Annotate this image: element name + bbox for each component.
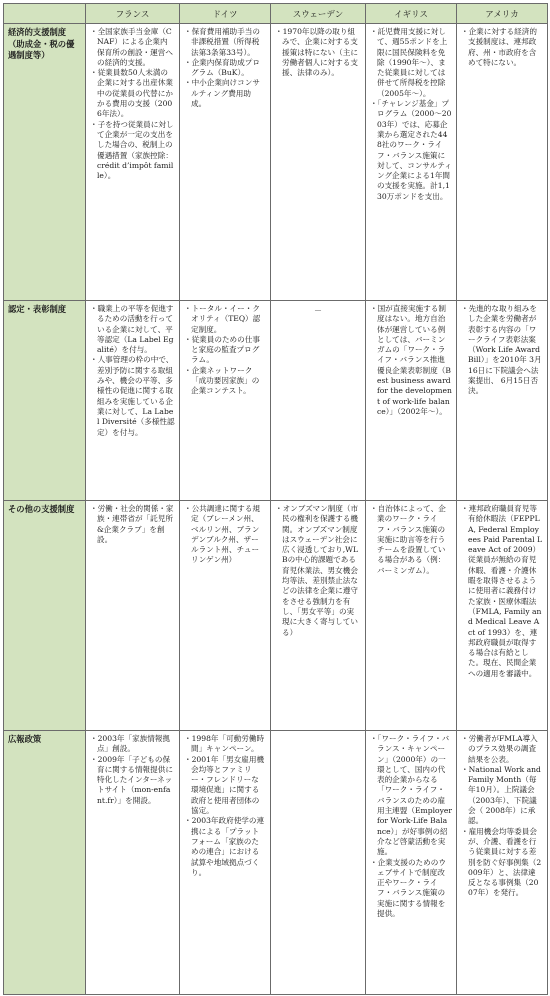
- list-item: ・ 労働者がFMLA導入のプラス効果の調査結果を公表。: [461, 734, 543, 765]
- cell-sweden: [271, 731, 366, 995]
- list-item: ・ 中小企業向けコンサルティング費用助成。: [184, 78, 266, 109]
- cell-germany: [180, 501, 271, 731]
- cell-sweden: [271, 301, 366, 501]
- list-item: ・ 企業ネットワーク「成功要因家族」の企業コンテスト。: [184, 366, 266, 397]
- bullet-list: [370, 304, 452, 417]
- list-item: ・ 職業上の平等を促進するための活動を行っている企業に対して、平等認定（La Label Egalité）を付与。: [90, 304, 175, 355]
- header-corner: [4, 4, 86, 24]
- list-item: ・ 企業支援のためのウェブサイトで制度改正やワーク・ライフ・バランス施策の実施に関する情報を提供。: [370, 858, 452, 920]
- list-item: ・ 従業員数50人未満の企業に対する出産休業中の従業員の代替にかかる費用の支援（2006年法）。: [90, 68, 175, 119]
- cell-uk: [366, 301, 457, 501]
- cell-usa: [457, 301, 548, 501]
- row-header-other-support: その他の支援制度: [4, 501, 86, 731]
- cell-france: [86, 24, 180, 301]
- cell-germany: [180, 301, 271, 501]
- list-item: ・ 1998年「可動労働時間」キャンペーン。: [184, 734, 266, 755]
- cell-germany: [180, 24, 271, 301]
- list-item: ・ 自治体によって、企業のワーク・ライフ・バランス施策の実施に助言等を行うチームを設置している場合がある（例：バーミンガム）。: [370, 504, 452, 576]
- bullet-list: [461, 27, 543, 68]
- header-france: フランス: [86, 4, 180, 24]
- list-item: ・ 全国家族手当金庫（CNAF）による企業内保育所の創設・運営への経済的支援。: [90, 27, 175, 68]
- table-row: [4, 301, 548, 501]
- list-item: ・ 先進的な取り組みをした企業を労働者が表彰する内容の「ワークライフ表彰法案（Work Life Award Bill）」を2010年 3月16日に下院議会へ法案提出、 6月15日否決。: [461, 304, 543, 397]
- bullet-list: [184, 27, 266, 109]
- list-item: ・ 2001年「男女雇用機会均等とファミリー・フレンドリーな環境促進」に関する政府と使用者団体の協定。: [184, 755, 266, 817]
- bullet-list: [90, 504, 175, 545]
- list-item: ・ 企業内保育助成プログラム（BuK）。: [184, 58, 266, 79]
- header-uk: イギリス: [366, 4, 457, 24]
- table-row: [4, 501, 548, 731]
- row-header-certification-award: 認定・表彰制度: [4, 301, 86, 501]
- list-item: ・ 国が直接実施する制度はない。地方自治体が運営している例としては、バーミンガムの「ワーク・ライフ・バランス推進優良企業表彰制度（Best business award for the development of work-life balance）」（2002年～）。: [370, 304, 452, 417]
- table-row: [4, 731, 548, 995]
- bullet-list: [461, 734, 543, 899]
- list-item: ・ 1970年以降の取り組みで、企業に対する支援策は特にない（主に労働者個人に対する支援、法律のみ）。: [275, 27, 361, 78]
- bullet-list: [370, 734, 452, 919]
- bullet-list: [90, 27, 175, 181]
- bullet-list: [184, 504, 266, 566]
- list-item: ・ 企業に対する経済的支援制度は、連邦政府、州・市政府を含めて特にない。: [461, 27, 543, 68]
- row-header-economic-support: 経済的支援制度（助成金・税の優遇制度等）: [4, 24, 86, 301]
- cell-sweden: [271, 501, 366, 731]
- bullet-list: [461, 304, 543, 397]
- comparison-table: [3, 3, 548, 995]
- list-item: ・ 2003年「家族情報拠点」創設。: [90, 734, 175, 755]
- bullet-list: [90, 304, 175, 438]
- bullet-list: [90, 734, 175, 806]
- cell-usa: [457, 501, 548, 731]
- cell-france: [86, 301, 180, 501]
- cell-sweden: [271, 24, 366, 301]
- list-item: ・ 2009年「子どもの保育に関する情報提供に特化したインターネットサイト（mon-enfant.fr）」を開設。: [90, 755, 175, 806]
- cell-uk: [366, 731, 457, 995]
- list-item: ・ 人事管理の枠の中で、差別予防に関する取組みや、機会の平等、多様性の促進に関する取組みを実施している企業に対して、La Label Diversité（多様性認定）を付与。: [90, 355, 175, 437]
- bullet-list: [370, 504, 452, 576]
- bullet-list: [184, 304, 266, 397]
- bullet-list: [184, 734, 266, 878]
- list-item: ・ 公共調達に関する規定（ブレーメン州、ベルリン州、ブランデンブルク州、ザールラント州、チューリンゲン州）: [184, 504, 266, 566]
- list-item: ・ 保育費用補助手当の非課税措置（所得税法第3条第33号）。: [184, 27, 266, 58]
- cell-france: [86, 731, 180, 995]
- cell-france: [86, 501, 180, 731]
- list-item: ・ トータル・イー・クオリティ（TEQ）認定制度。: [184, 304, 266, 335]
- header-germany: ドイツ: [180, 4, 271, 24]
- cell-germany: [180, 731, 271, 995]
- list-item: ・ 雇用機会均等委員会が、介護、看護を行う従業員に対する差別を防ぐ好事例集（2009年）と、法律違反となる事例集（2007年）を発行。: [461, 827, 543, 899]
- header-row: [4, 4, 548, 24]
- list-item: ・ 「チャレンジ基金」プログラム（2000～2003年）では、応募企業から選定された448社のワーク・ライフ・バランス施策に対して、コンサルティング企業による1年間の支援を実施。計1,130万ポンドを支出。: [370, 99, 452, 202]
- list-item: ・ 2003年政府使学の連携による「プラットフォーム「家族のための連合」における試算や地域拠点づくり。: [184, 816, 266, 878]
- cell-uk: [366, 501, 457, 731]
- bullet-list: [370, 27, 452, 202]
- cell-uk: [366, 24, 457, 301]
- list-item: ・ 子を持つ従業員に対して企業が一定の支出をした場合の、税制上の優遇措置（家族控除：crédit d’impôt famille）。: [90, 120, 175, 182]
- cell-usa: [457, 731, 548, 995]
- list-item: ・ National Work and Family Month（毎年10月）。上院議会（2003年）、下院議会（ 2008年）に承認。: [461, 765, 543, 827]
- table-row: [4, 24, 548, 301]
- list-item: ・ 従業員のための仕事と家庭の監査プログラム。: [184, 335, 266, 366]
- list-item: ・ 労働・社会的関係・家族・連帯省が「託児所&企業クラブ」を創設。: [90, 504, 175, 545]
- bullet-list: [275, 27, 361, 78]
- bullet-list: [275, 504, 361, 638]
- list-item: ・ 連邦政府職員育児等有給休暇法（FEPPLA, Federal Employees Paid Parental Leave Act of 2009）従業員が無給の育児休暇、看護・介護休暇を取得させるように使用者に義務付けた家族・医療休暇法（FMLA, Family and Medical Leave Act of 1993）を、連邦政府職員が取得する場合は有給とした。現在、民間企業への適用を審議中。: [461, 504, 543, 679]
- list-item: ・ 「ワーク・ライフ・バランス・キャンペーン」（2000年）の一環として、国内の代表的企業からなる「ワーク・ライフ・バランスのための雇用主連盟（Employer for Work-Life Balance）」が好事例の紹介など啓蒙活動を実施。: [370, 734, 452, 858]
- list-item: ・ 託児費用支援に対して、週55ポンドを上限に国民保険料を免除（1990年～）、また従業員に対しては併せて所得税を控除（2005年～）。: [370, 27, 452, 99]
- header-usa: アメリカ: [457, 4, 548, 24]
- row-header-publicity-policy: 広報政策: [4, 731, 86, 995]
- empty-mark: －: [314, 306, 322, 315]
- cell-usa: [457, 24, 548, 301]
- header-sweden: スウェーデン: [271, 4, 366, 24]
- bullet-list: [461, 504, 543, 679]
- list-item: ・ オンブズマン制度（市民の権利を保護する機関。オンブズマン制度はスウェーデン社会に広く浸透しており,WLBの中心的課題である育児休業法、男女機会均等法、差別禁止法などの法律を企業に遵守をさせる強制力を有し、「男女平等」の実現に大きく寄与している）: [275, 504, 361, 638]
